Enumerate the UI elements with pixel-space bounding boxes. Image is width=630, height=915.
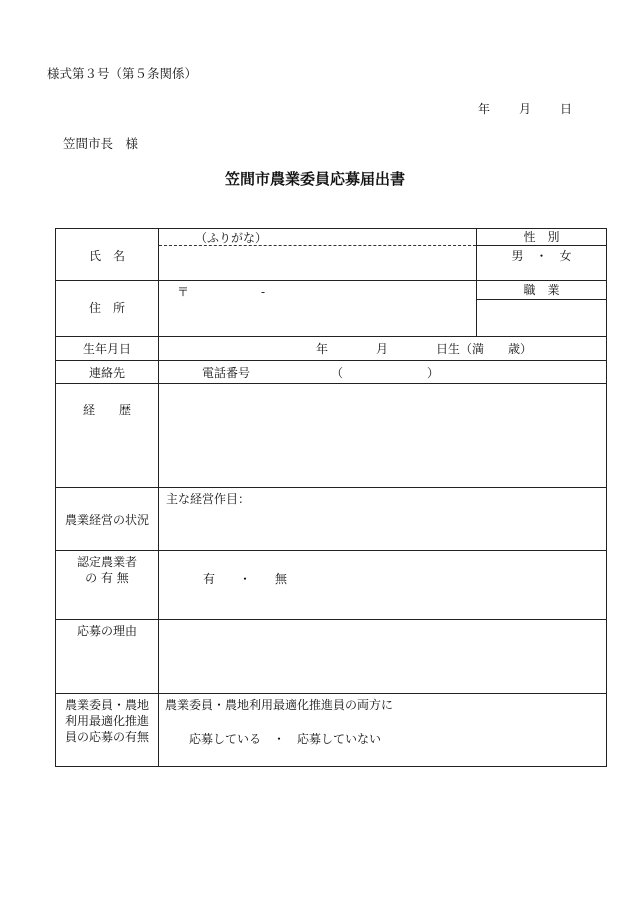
date-month: 月 — [519, 102, 532, 116]
career-label-cell — [56, 384, 159, 488]
birth-value: 年 月 日生（満 歳） — [316, 342, 533, 356]
crops-label: 主な経営作目： — [166, 492, 251, 506]
dual-label-line2: 利用最適化推進 — [64, 714, 149, 728]
name-label-cell — [56, 229, 159, 281]
birth-cell[interactable] — [159, 337, 607, 361]
dual-label-cell — [56, 694, 159, 767]
career-label: 経 歴 — [82, 403, 131, 417]
date-day: 日 — [560, 102, 573, 116]
contact-label: 連絡先 — [88, 366, 125, 380]
gender-options[interactable]: 男 ・ 女 — [511, 249, 572, 263]
certified-label-line2: の 有 無 — [85, 571, 129, 585]
phone-parentheses: （ ） — [331, 366, 440, 380]
reason-label-cell — [56, 620, 159, 694]
reason-label: 応募の理由 — [76, 624, 137, 638]
postal-code: 〒 - — [177, 285, 266, 299]
gender-cell — [477, 229, 607, 281]
contact-label-cell — [56, 361, 159, 384]
address-cell[interactable] — [159, 281, 477, 337]
name-cell[interactable] — [159, 229, 477, 281]
certified-label-line1: 認定農業者 — [76, 555, 137, 569]
date-year: 年 — [478, 102, 491, 116]
addressee: 笠間市長 様 — [63, 136, 139, 151]
name-label: 氏 名 — [88, 249, 125, 263]
certified-options[interactable]: 有 ・ 無 — [203, 572, 288, 586]
certified-cell[interactable] — [159, 551, 607, 620]
dual-label-line3: 員の応募の有無 — [64, 730, 149, 744]
occupation-label: 職 業 — [477, 281, 606, 300]
dual-options[interactable]: 応募している ・ 応募していない — [189, 732, 382, 746]
dual-question: 農業委員・農地利用最適化推進員の両方に — [165, 698, 394, 712]
birth-label: 生年月日 — [82, 342, 131, 356]
reason-cell[interactable] — [159, 620, 607, 694]
address-label-cell — [56, 281, 159, 337]
form-number: 様式第３号（第５条関係） — [47, 66, 198, 81]
dual-cell[interactable] — [159, 694, 607, 767]
phone-label: 電話番号 — [202, 366, 251, 380]
gender-label: 性 別 — [477, 229, 606, 246]
farming-label: 農業経営の状況 — [64, 513, 149, 527]
certified-label-cell — [56, 551, 159, 620]
farming-cell[interactable] — [159, 488, 607, 551]
document-title: 笠間市農業委員応募届出書 — [224, 170, 405, 188]
furigana-label: （ふりがな） — [195, 231, 268, 245]
furigana-row[interactable] — [159, 229, 476, 246]
contact-cell[interactable] — [159, 361, 607, 384]
address-label: 住 所 — [88, 301, 125, 315]
occupation-cell[interactable] — [477, 281, 607, 337]
application-form-table — [55, 228, 607, 767]
career-cell[interactable] — [159, 384, 607, 488]
birth-label-cell — [56, 337, 159, 361]
dual-label-line1: 農業委員・農地 — [64, 698, 149, 712]
farming-label-cell — [56, 488, 159, 551]
